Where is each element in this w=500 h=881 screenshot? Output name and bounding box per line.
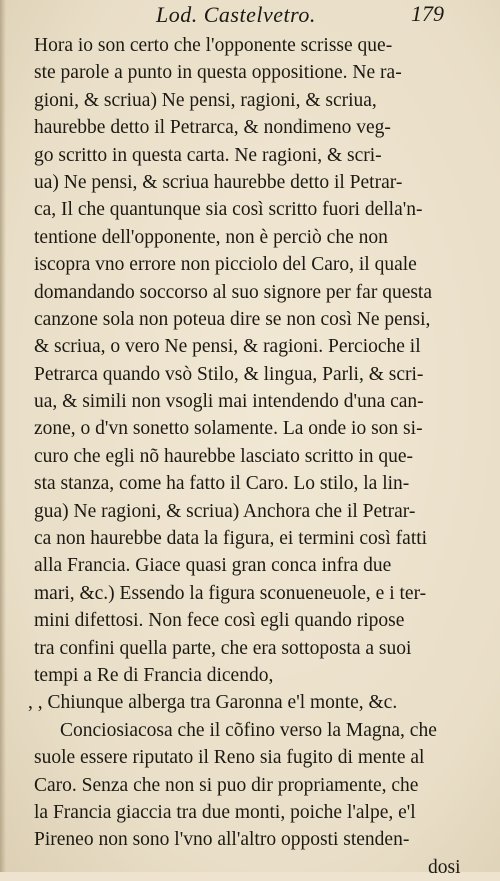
text-line: dosi <box>428 856 461 878</box>
text-line: ua) Ne pensi, & scriua haurebbe detto il Petrar- <box>34 171 403 193</box>
page-gutter-shadow <box>0 0 6 872</box>
text-line: domandando soccorso al suo signore per far questa <box>34 281 433 303</box>
text-line: go scritto in questa carta. Ne ragioni, & scri- <box>34 144 382 166</box>
text-line: iscopra vno errore non picciolo del Caro, il quale <box>34 254 417 276</box>
quoted-verse-line: , , Chiunque alberga tra Garonna e'l monte, &c. <box>28 692 398 714</box>
text-line: tra confini quella parte, che era sottoposta a suoi <box>34 637 412 659</box>
text-line: canzone sola non poteua dire se non così Ne pensi, <box>34 308 431 330</box>
text-line: Pireneo non sono l'vno all'altro opposti stenden- <box>34 829 410 851</box>
text-line: ua, & simili non vsogli mai intendendo d'una can- <box>34 391 424 413</box>
text-line: curo che egli nõ haurebbe lasciato scritto in que- <box>34 445 414 467</box>
text-line: gua) Ne ragioni, & scriua) Anchora che il Petrar- <box>34 500 416 522</box>
text-line: mari, &c.) Essendo la figura sconueneuole, e i ter- <box>34 582 427 604</box>
text-line: mini difettosi. Non fece così egli quando ripose <box>34 610 405 632</box>
text-line: Hora io son certo che l'opponente scrisse que- <box>34 35 393 56</box>
running-title: Lod. Castelvetro. <box>156 2 316 27</box>
text-line: & scriua, o vero Ne pensi, & ragioni. Percioche il <box>34 336 421 358</box>
text-line: Petrarca quando vsò Stilo, & lingua, Parli, & scri- <box>34 363 424 385</box>
text-line: gioni, & scriua) Ne pensi, ragioni, & scriua, <box>34 89 377 111</box>
text-line: ste parole a punto in questa oppositione. Ne ra- <box>34 62 402 84</box>
running-head <box>0 0 500 28</box>
text-line: sta stanza, come ha fatto il Caro. Lo stilo, la lin- <box>34 473 410 495</box>
text-line: haurebbe detto il Petrarca, & nondimeno veg- <box>34 117 391 139</box>
text-line: Caro. Senza che non si puo dir propriamente, che <box>34 774 419 796</box>
text-line: Conciosiacosa che il cõfino verso la Magna, che <box>60 719 437 741</box>
text-line: tempi a Re di Francia dicendo, <box>34 664 274 686</box>
text-line: suole essere riputato il Reno sia fugito di mente al <box>34 747 425 769</box>
text-line: zone, o d'vn sonetto solamente. La onde io son si- <box>34 418 423 440</box>
text-line: ca, Il che quantunque sia così scritto fuori della'n- <box>34 199 423 221</box>
text-line: alla Francia. Giace quasi gran conca infra due <box>34 555 392 577</box>
text-line: ca non haurebbe data la figura, ei termini così fatti <box>34 528 428 550</box>
page-number: 179 <box>411 1 444 26</box>
text-line: la Francia giaccia tra due monti, poiche l'alpe, e'l <box>34 801 416 823</box>
text-body <box>28 32 484 881</box>
text-line: tentione dell'opponente, non è perciò che non <box>34 226 388 248</box>
